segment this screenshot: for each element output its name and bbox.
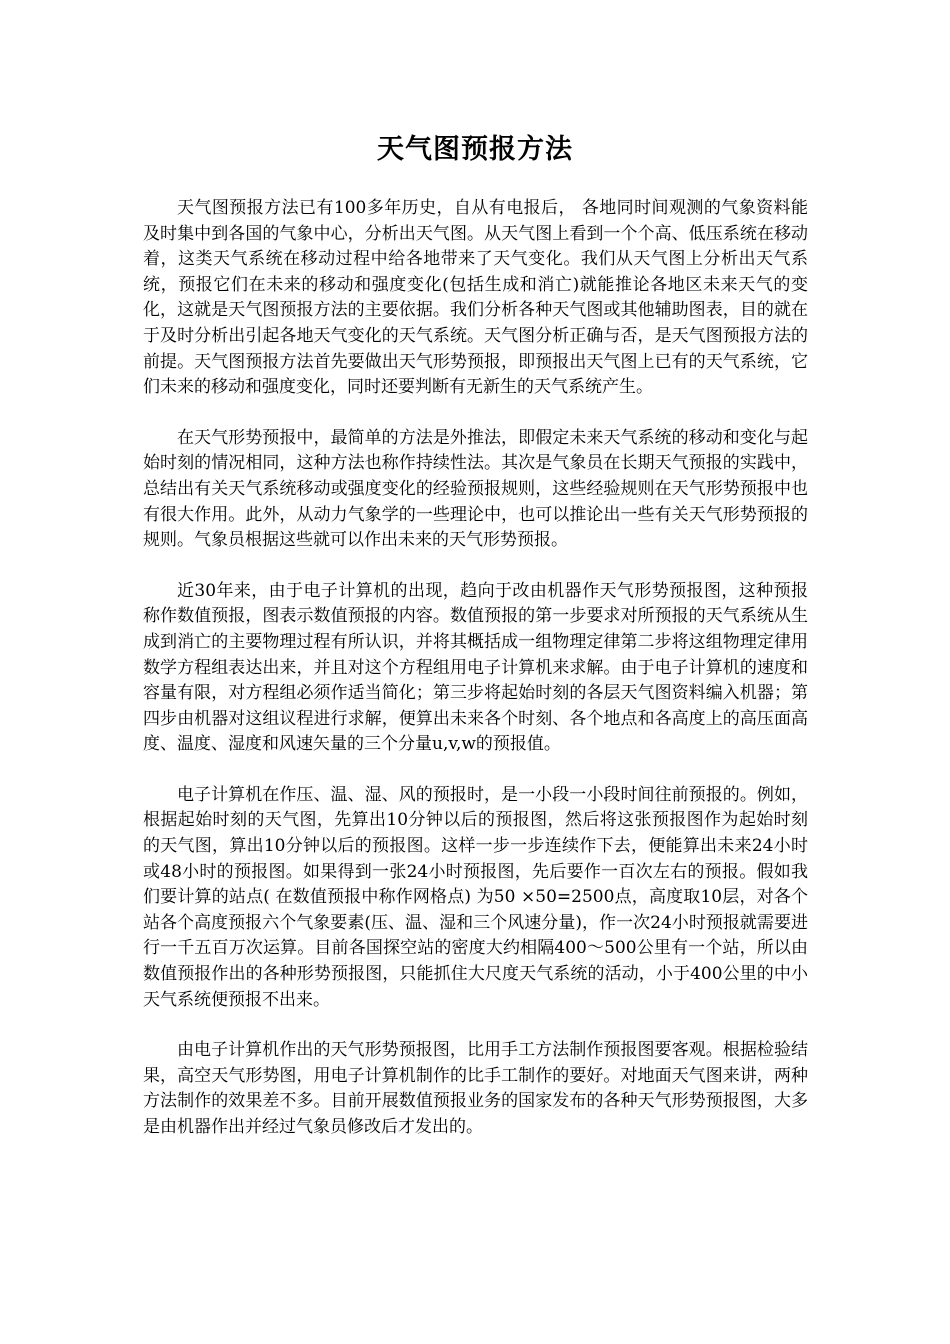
paragraph: 天气图预报方法已有100多年历史，自从有电报后， 各地同时间观测的气象资料能及时集中到各国的气象中心，分析出天气图。从天气图上看到一个个高、低压系统在移动着，这类天气系统在移动过程中给各地带来了天气变化。我们从天气图上分析出天气系统，预报它们在未来的移动和强度变化(包括生成和消亡)就能推论各地区未来天气的变化，这就是天气图预报方法的主要依据。我们分析各种天气图或其他辅助图表，目的就在于及时分析出引起各地天气变化的天气系统。天气图分析正确与否，是天气图预报方法的前提。天气图预报方法首先要做出天气形势预报，即预报出天气图上已有的天气系统，它们未来的移动和强度变化，同时还要判断有无新生的天气系统产生。 [143,198,808,398]
document-body [143,196,808,1166]
paragraph: 近30年来，由于电子计算机的出现，趋向于改由机器作天气形势预报图，这种预报称作数值预报，图表示数值预报的内容。数值预报的第一步要求对所预报的天气系统从生成到消亡的主要物理过程有所认识，并将其概括成一组物理定律第二步将这组物理定律用数学方程组表达出来，并且对这个方程组用电子计算机来求解。由于电子计算机的速度和容量有限，对方程组必须作适当简化；第三步将起始时刻的各层天气图资料编入机器；第四步由机器对这组议程进行求解，便算出未来各个时刻、各个地点和各高度上的高压面高度、温度、湿度和风速矢量的三个分量u,v,w的预报值。 [143,580,808,755]
paragraph: 电子计算机在作压、温、湿、风的预报时，是一小段一小段时间往前预报的。例如，根据起始时刻的天气图，先算出10分钟以后的预报图，然后将这张预报图作为起始时刻的天气图，算出10分钟以后的预报图。这样一步一步连续作下去，便能算出未来24小时或48小时的预报图。如果得到一张24小时预报图，先后要作一百次左右的预报。假如我们要计算的站点( 在数值预报中称作网格点) 为50 ×50=2500点，高度取10层，对各个站各个高度预报六个气象要素(压、温、湿和三个风速分量)，作一次24小时预报就需要进行一千五百万次运算。目前各国探空站的密度大约相隔400～500公里有一个站，所以由数值预报作出的各种形势预报图，只能抓住大尺度天气系统的活动，小于400公里的中小天气系统便预报不出来。 [143,784,808,1010]
document-title: 天气图预报方法 [377,134,573,165]
paragraph: 在天气形势预报中，最简单的方法是外推法，即假定未来天气系统的移动和变化与起始时刻的情况相同，这种方法也称作持续性法。其次是气象员在长期天气预报的实践中，总结出有关天气系统移动或强度变化的经验预报规则，这些经验规则在天气形势预报中也有很大作用。此外，从动力气象学的一些理论中，也可以推论出一些有关天气形势预报的规则。气象员根据这些就可以作出未来的天气形势预报。 [143,427,808,551]
paragraph: 由电子计算机作出的天气形势预报图，比用手工方法制作预报图要客观。根据检验结果，高空天气形势图，用电子计算机制作的比手工制作的要好。对地面天气图来讲，两种方法制作的效果差不多。目前开展数值预报业务的国家发布的各种天气形势预报图，大多是由机器作出并经过气象员修改后才发出的。 [143,1040,808,1137]
